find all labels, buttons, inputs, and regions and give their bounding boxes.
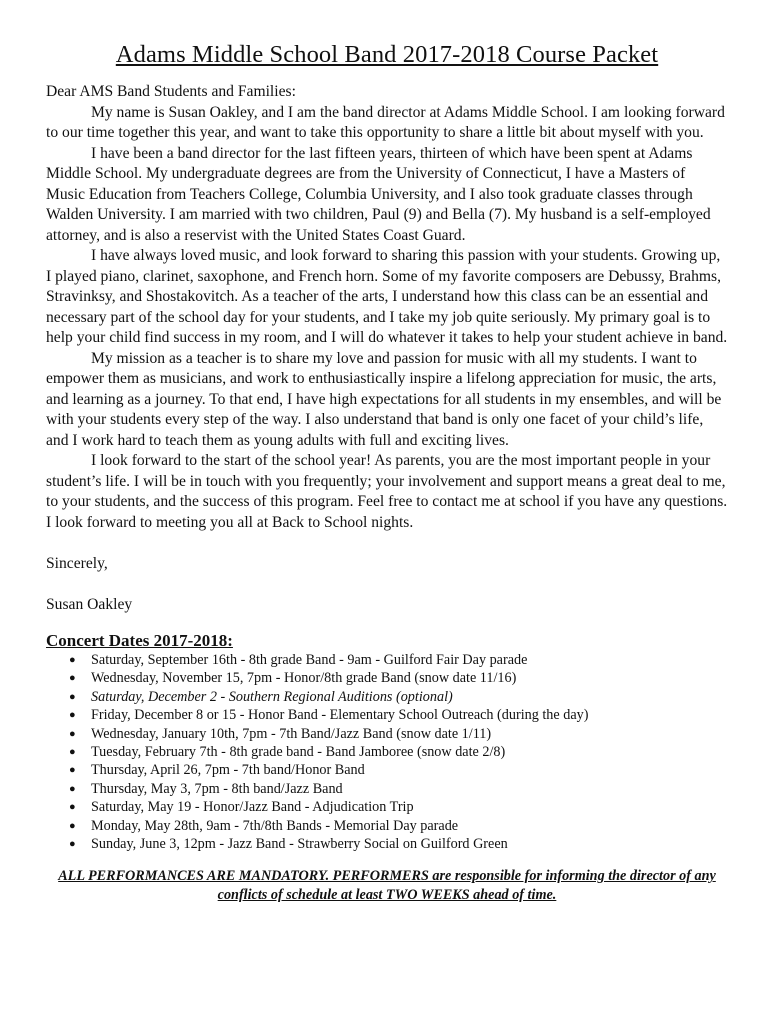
- letter-paragraph: I have always loved music, and look forward to sharing this passion with your students. Growing up, I played piano, clarinet, saxophone, and French horn. Some of my favorite composers are Debussy, Brahms, Stravinksy, and Shostakovitch. As a teacher of the arts, I understand how this class can be an essential and necessary part of the school day for your students, and I take my job quite seriously. My primary goal is to help your child find success in my room, and I will do whatever it takes to help your student achieve in band.: [46, 247, 728, 346]
- bullet-icon: ●: [69, 690, 76, 703]
- concert-dates-heading: Concert Dates 2017-2018:: [46, 631, 233, 650]
- letter-salutation: Dear AMS Band Students and Families:: [46, 83, 296, 100]
- concert-date-text: Saturday, September 16th - 8th grade Band - 9am - Guilford Fair Day parade: [91, 652, 528, 668]
- concert-date-text: Thursday, May 3, 7pm - 8th band/Jazz Band: [91, 780, 343, 797]
- letter-signature: Susan Oakley: [46, 595, 133, 613]
- list-item: [46, 743, 728, 761]
- document-title: Adams Middle School Band 2017-2018 Course Packet: [115, 41, 659, 68]
- mandatory-performance-notice: ALL PERFORMANCES ARE MANDATORY. PERFORMERS are responsible for informing the director of any conflicts of schedule at least TWO WEEKS ahead of time.: [58, 868, 716, 903]
- concert-date-text: Sunday, June 3, 12pm - Jazz Band - Strawberry Social on Guilford Green: [91, 836, 508, 853]
- list-item: [46, 817, 728, 835]
- bullet-icon: ●: [69, 672, 76, 685]
- bullet-icon: ●: [69, 746, 76, 759]
- document-page: [46, 40, 728, 904]
- bullet-icon: ●: [69, 782, 76, 795]
- list-item: [46, 669, 728, 687]
- concert-date-text: Saturday, May 19 - Honor/Jazz Band - Adjudication Trip: [91, 799, 414, 816]
- concert-date-text: Wednesday, January 10th, 7pm - 7th Band/Jazz Band (snow date 1/11): [91, 725, 492, 742]
- bullet-icon: ●: [69, 838, 76, 851]
- list-item: [46, 688, 728, 706]
- bullet-icon: ●: [69, 801, 76, 814]
- bullet-icon: ●: [69, 709, 76, 722]
- concert-date-text: Friday, December 8 or 15 - Honor Band - Elementary School Outreach (during the day): [91, 707, 589, 724]
- bullet-icon: ●: [69, 764, 76, 777]
- bullet-icon: ●: [69, 819, 76, 832]
- list-item: [46, 798, 728, 816]
- concert-date-text: Thursday, April 26, 7pm - 7th band/Honor Band: [91, 762, 365, 779]
- bullet-icon: ●: [69, 727, 76, 740]
- letter-paragraph: My name is Susan Oakley, and I am the band director at Adams Middle School. I am looking forward to our time together this year, and want to take this opportunity to share a little bit about myself with you.: [46, 103, 725, 141]
- letter-paragraph: I look forward to the start of the school year! As parents, you are the most important people in your student’s life. I will be in touch with you frequently; your involvement and support means a great deal to me, to your students, and the success of this program. Feel free to contact me at school if you have any questions. I look forward to meeting you all at Back to School nights.: [46, 452, 728, 531]
- letter-closing: Sincerely,: [46, 554, 108, 572]
- concert-date-text: Tuesday, February 7th - 8th grade band - Band Jamboree (snow date 2/8): [91, 744, 506, 761]
- list-item: [46, 725, 728, 743]
- letter-paragraph: My mission as a teacher is to share my love and passion for music with all my students. I want to empower them as musicians, and work to enthusiastically inspire a lifelong appreciation for music, the arts, and learning as a journey. To that end, I have high expectations for all students in my ensembles, and will be with your students every step of the way. I also understand that band is only one facet of your child’s life, and I work hard to teach them as young adults with full and exciting lives.: [46, 349, 722, 449]
- concert-date-text: Monday, May 28th, 9am - 7th/8th Bands - Memorial Day parade: [91, 817, 459, 834]
- concert-date-text: Saturday, December 2 - Southern Regional Auditions (optional): [91, 688, 453, 705]
- concert-date-text: Wednesday, November 15, 7pm - Honor/8th grade Band (snow date 11/16): [91, 670, 517, 687]
- bullet-icon: ●: [69, 654, 76, 666]
- welcome-letter: [46, 82, 728, 615]
- list-item: [46, 706, 728, 724]
- list-item: [46, 651, 728, 669]
- letter-paragraph: I have been a band director for the last fifteen years, thirteen of which have been spent at Adams Middle School. My undergraduate degrees are from the University of Connecticut, I have a Masters of Music Education from Teachers College, Columbia University, and I also took graduate classes through Walden University. I am married with two children, Paul (9) and Bella (7). My husband is a self-employed attorney, and is also a reservist with the United States Coast Guard.: [46, 144, 711, 244]
- list-item: [46, 835, 728, 853]
- list-item: [46, 780, 728, 798]
- list-item: [46, 761, 728, 779]
- concert-dates-list: [46, 651, 728, 853]
